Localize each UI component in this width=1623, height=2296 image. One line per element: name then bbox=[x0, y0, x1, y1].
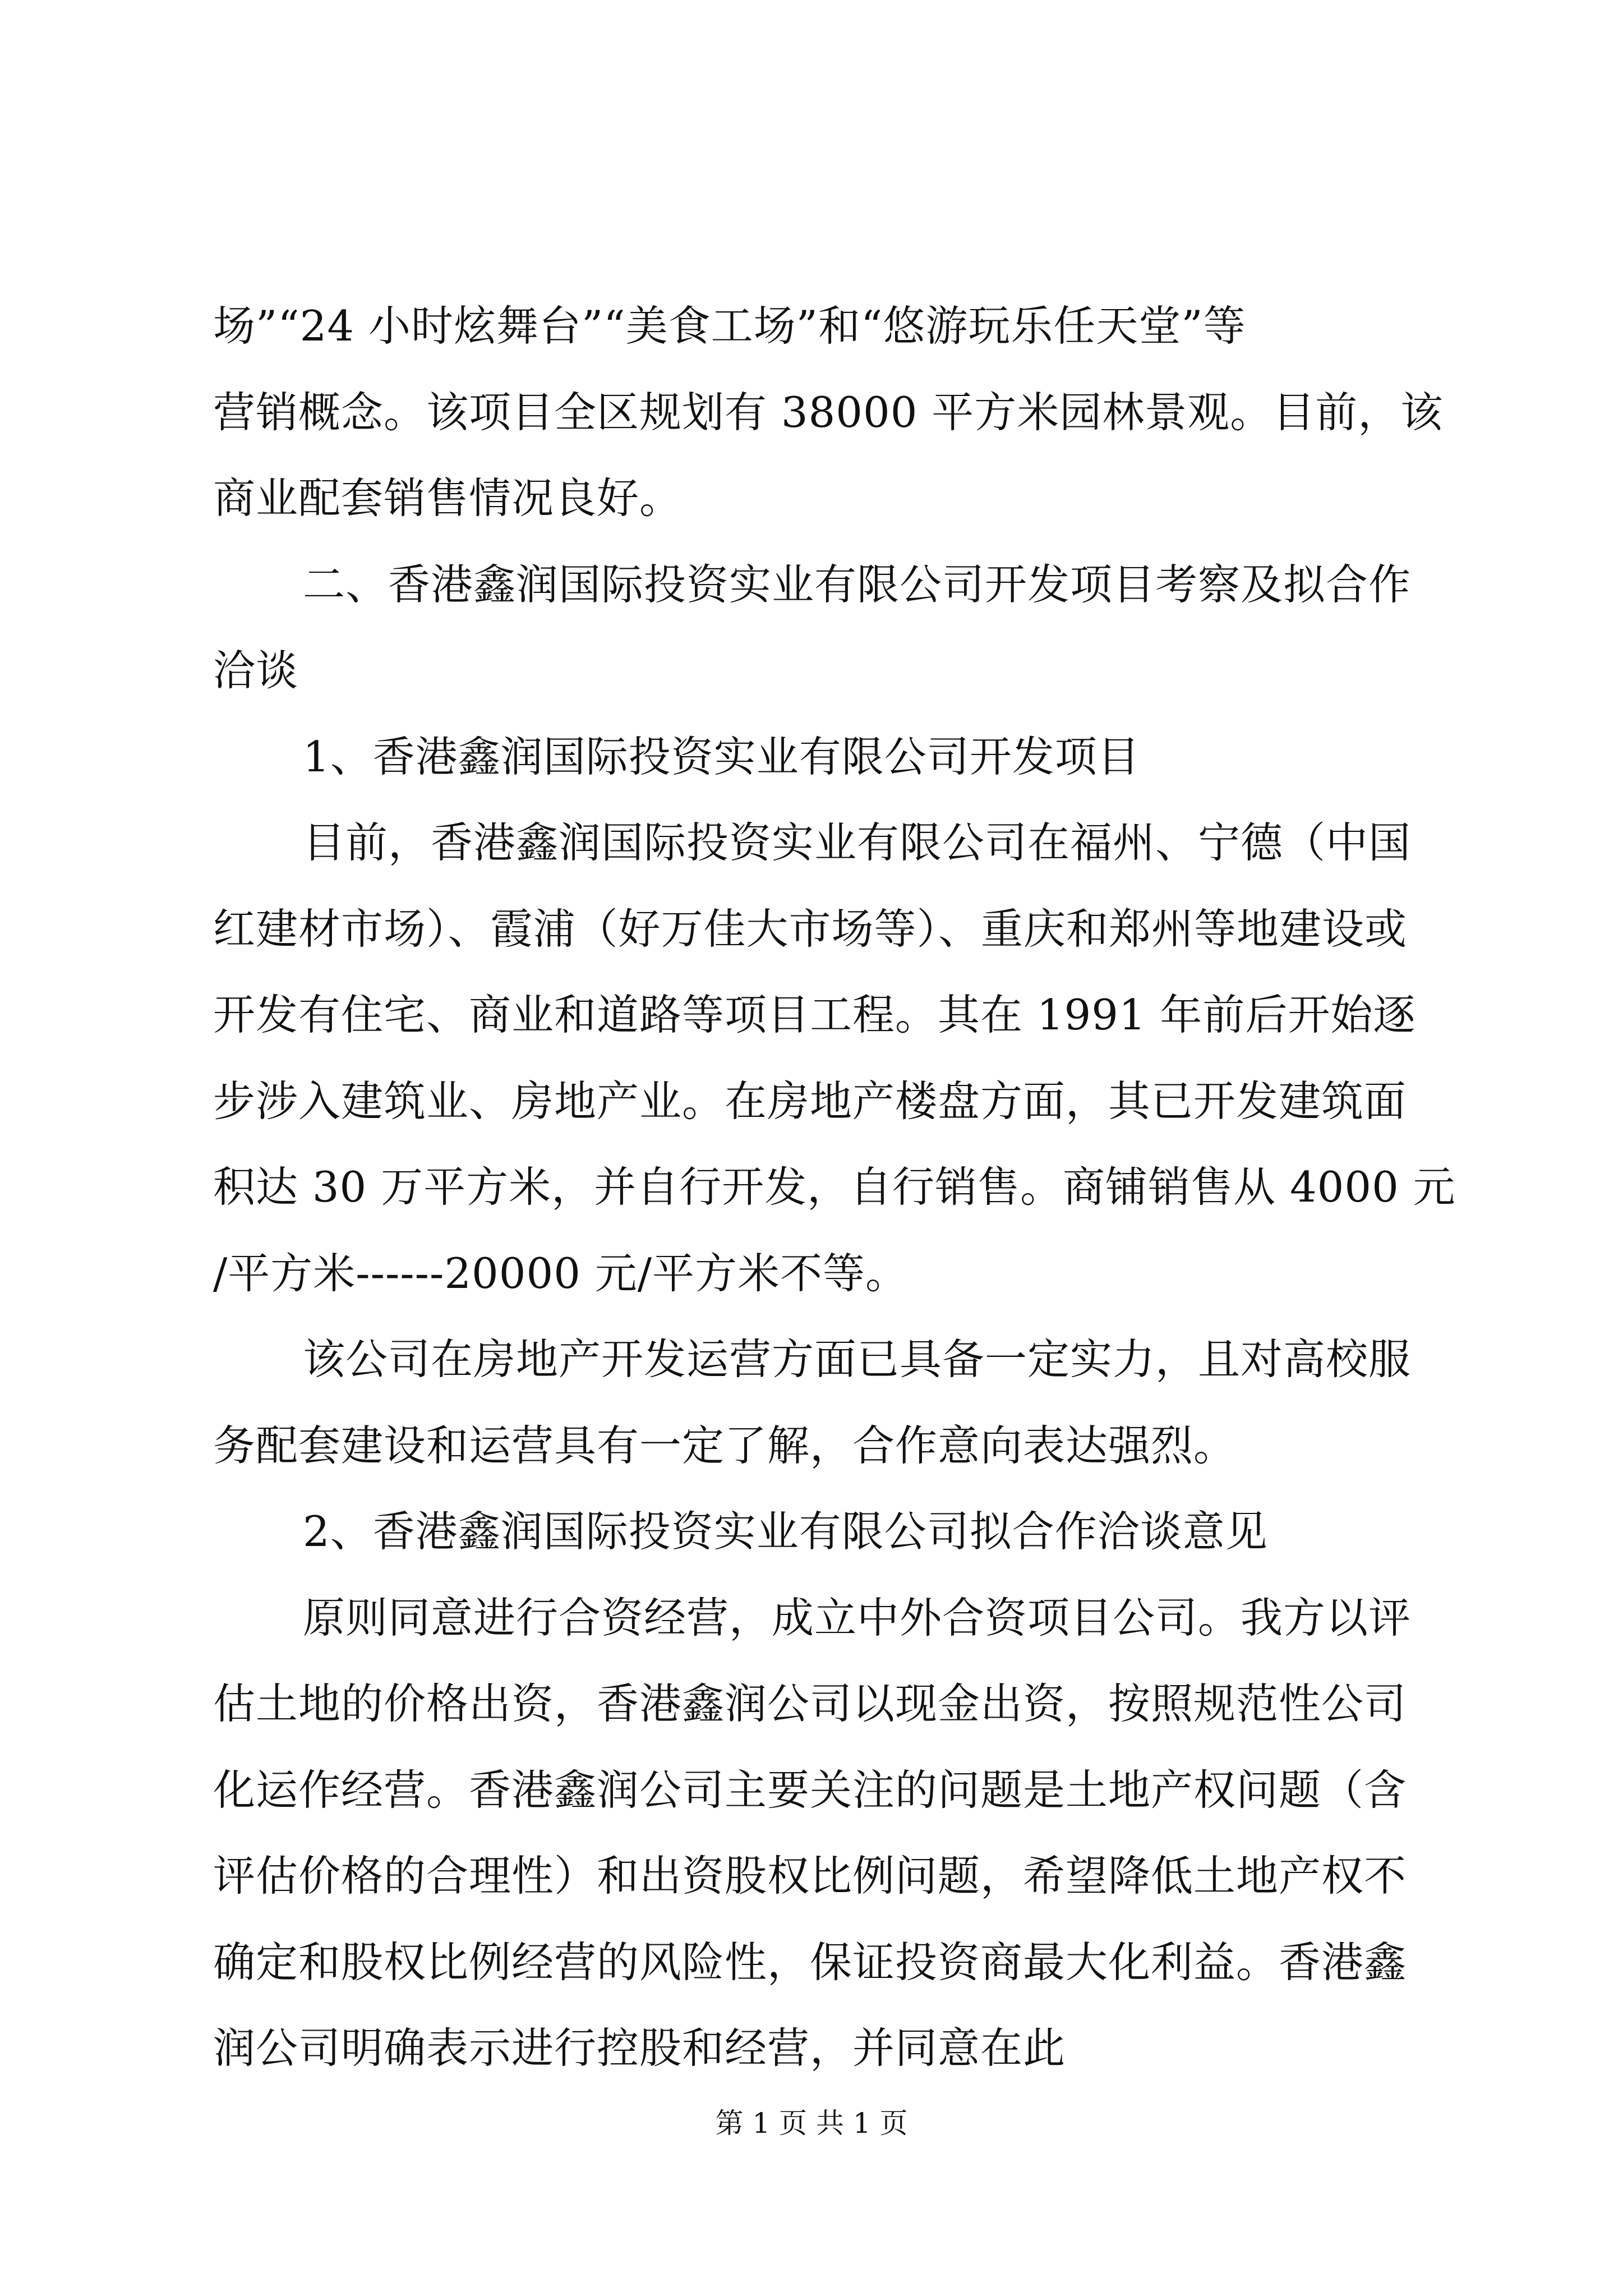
body-line: 估土地的价格出资，香港鑫润公司以现金出资，按照规范性公司 bbox=[213, 1679, 1407, 1728]
subsection-heading: 1、香港鑫润国际投资实业有限公司开发项目 bbox=[303, 731, 1140, 781]
body-line: 商业配套销售情况良好。 bbox=[213, 473, 683, 523]
body-line: 评估价格的合理性）和出资股权比例问题，希望降低土地产权不 bbox=[213, 1851, 1407, 1901]
body-line: 营销概念。该项目全区规划有 38000 平方米园林景观。目前，该 bbox=[213, 387, 1444, 437]
body-line: 积达 30 万平方米，并自行开发，自行销售。商铺销售从 4000 元 bbox=[213, 1162, 1456, 1212]
subsection-heading: 2、香港鑫润国际投资实业有限公司拟合作洽谈意见 bbox=[303, 1507, 1268, 1556]
body-line: 确定和股权比例经营的风险性，保证投资商最大化利益。香港鑫 bbox=[213, 1937, 1407, 1987]
body-line: 润公司明确表示进行控股和经营，并同意在此 bbox=[213, 2023, 1066, 2073]
document-body bbox=[213, 283, 1456, 2092]
body-line: /平方米------20000 元/平方米不等。 bbox=[213, 1248, 909, 1298]
page-number-footer: 第 1 页 共 1 页 bbox=[715, 2107, 908, 2139]
body-line: 步涉入建筑业、房地产业。在房地产楼盘方面，其已开发建筑面 bbox=[213, 1076, 1407, 1126]
body-line: 化运作经营。香港鑫润公司主要关注的问题是土地产权问题（含 bbox=[213, 1765, 1407, 1815]
section-heading-continued: 洽谈 bbox=[213, 646, 299, 695]
body-line: 目前，香港鑫润国际投资实业有限公司在福州、宁德（中国 bbox=[303, 818, 1412, 867]
body-line: 该公司在房地产开发运营方面已具备一定实力，且对高校服 bbox=[303, 1335, 1412, 1384]
section-heading: 二、香港鑫润国际投资实业有限公司开发项目考察及拟合作 bbox=[303, 559, 1412, 609]
body-line: 原则同意进行合资经营，成立中外合资项目公司。我方以评 bbox=[303, 1593, 1412, 1642]
body-line: 开发有住宅、商业和道路等项目工程。其在 1991 年前后开始逐 bbox=[213, 990, 1416, 1039]
body-line: 红建材市场）、霞浦（好万佳大市场等）、重庆和郑州等地建设或 bbox=[213, 904, 1408, 954]
body-line: 务配套建设和运营具有一定了解，合作意向表达强烈。 bbox=[213, 1420, 1237, 1470]
body-line: 场”“24 小时炫舞台”“美食工场”和“悠游玩乐任天堂”等 bbox=[213, 301, 1246, 351]
